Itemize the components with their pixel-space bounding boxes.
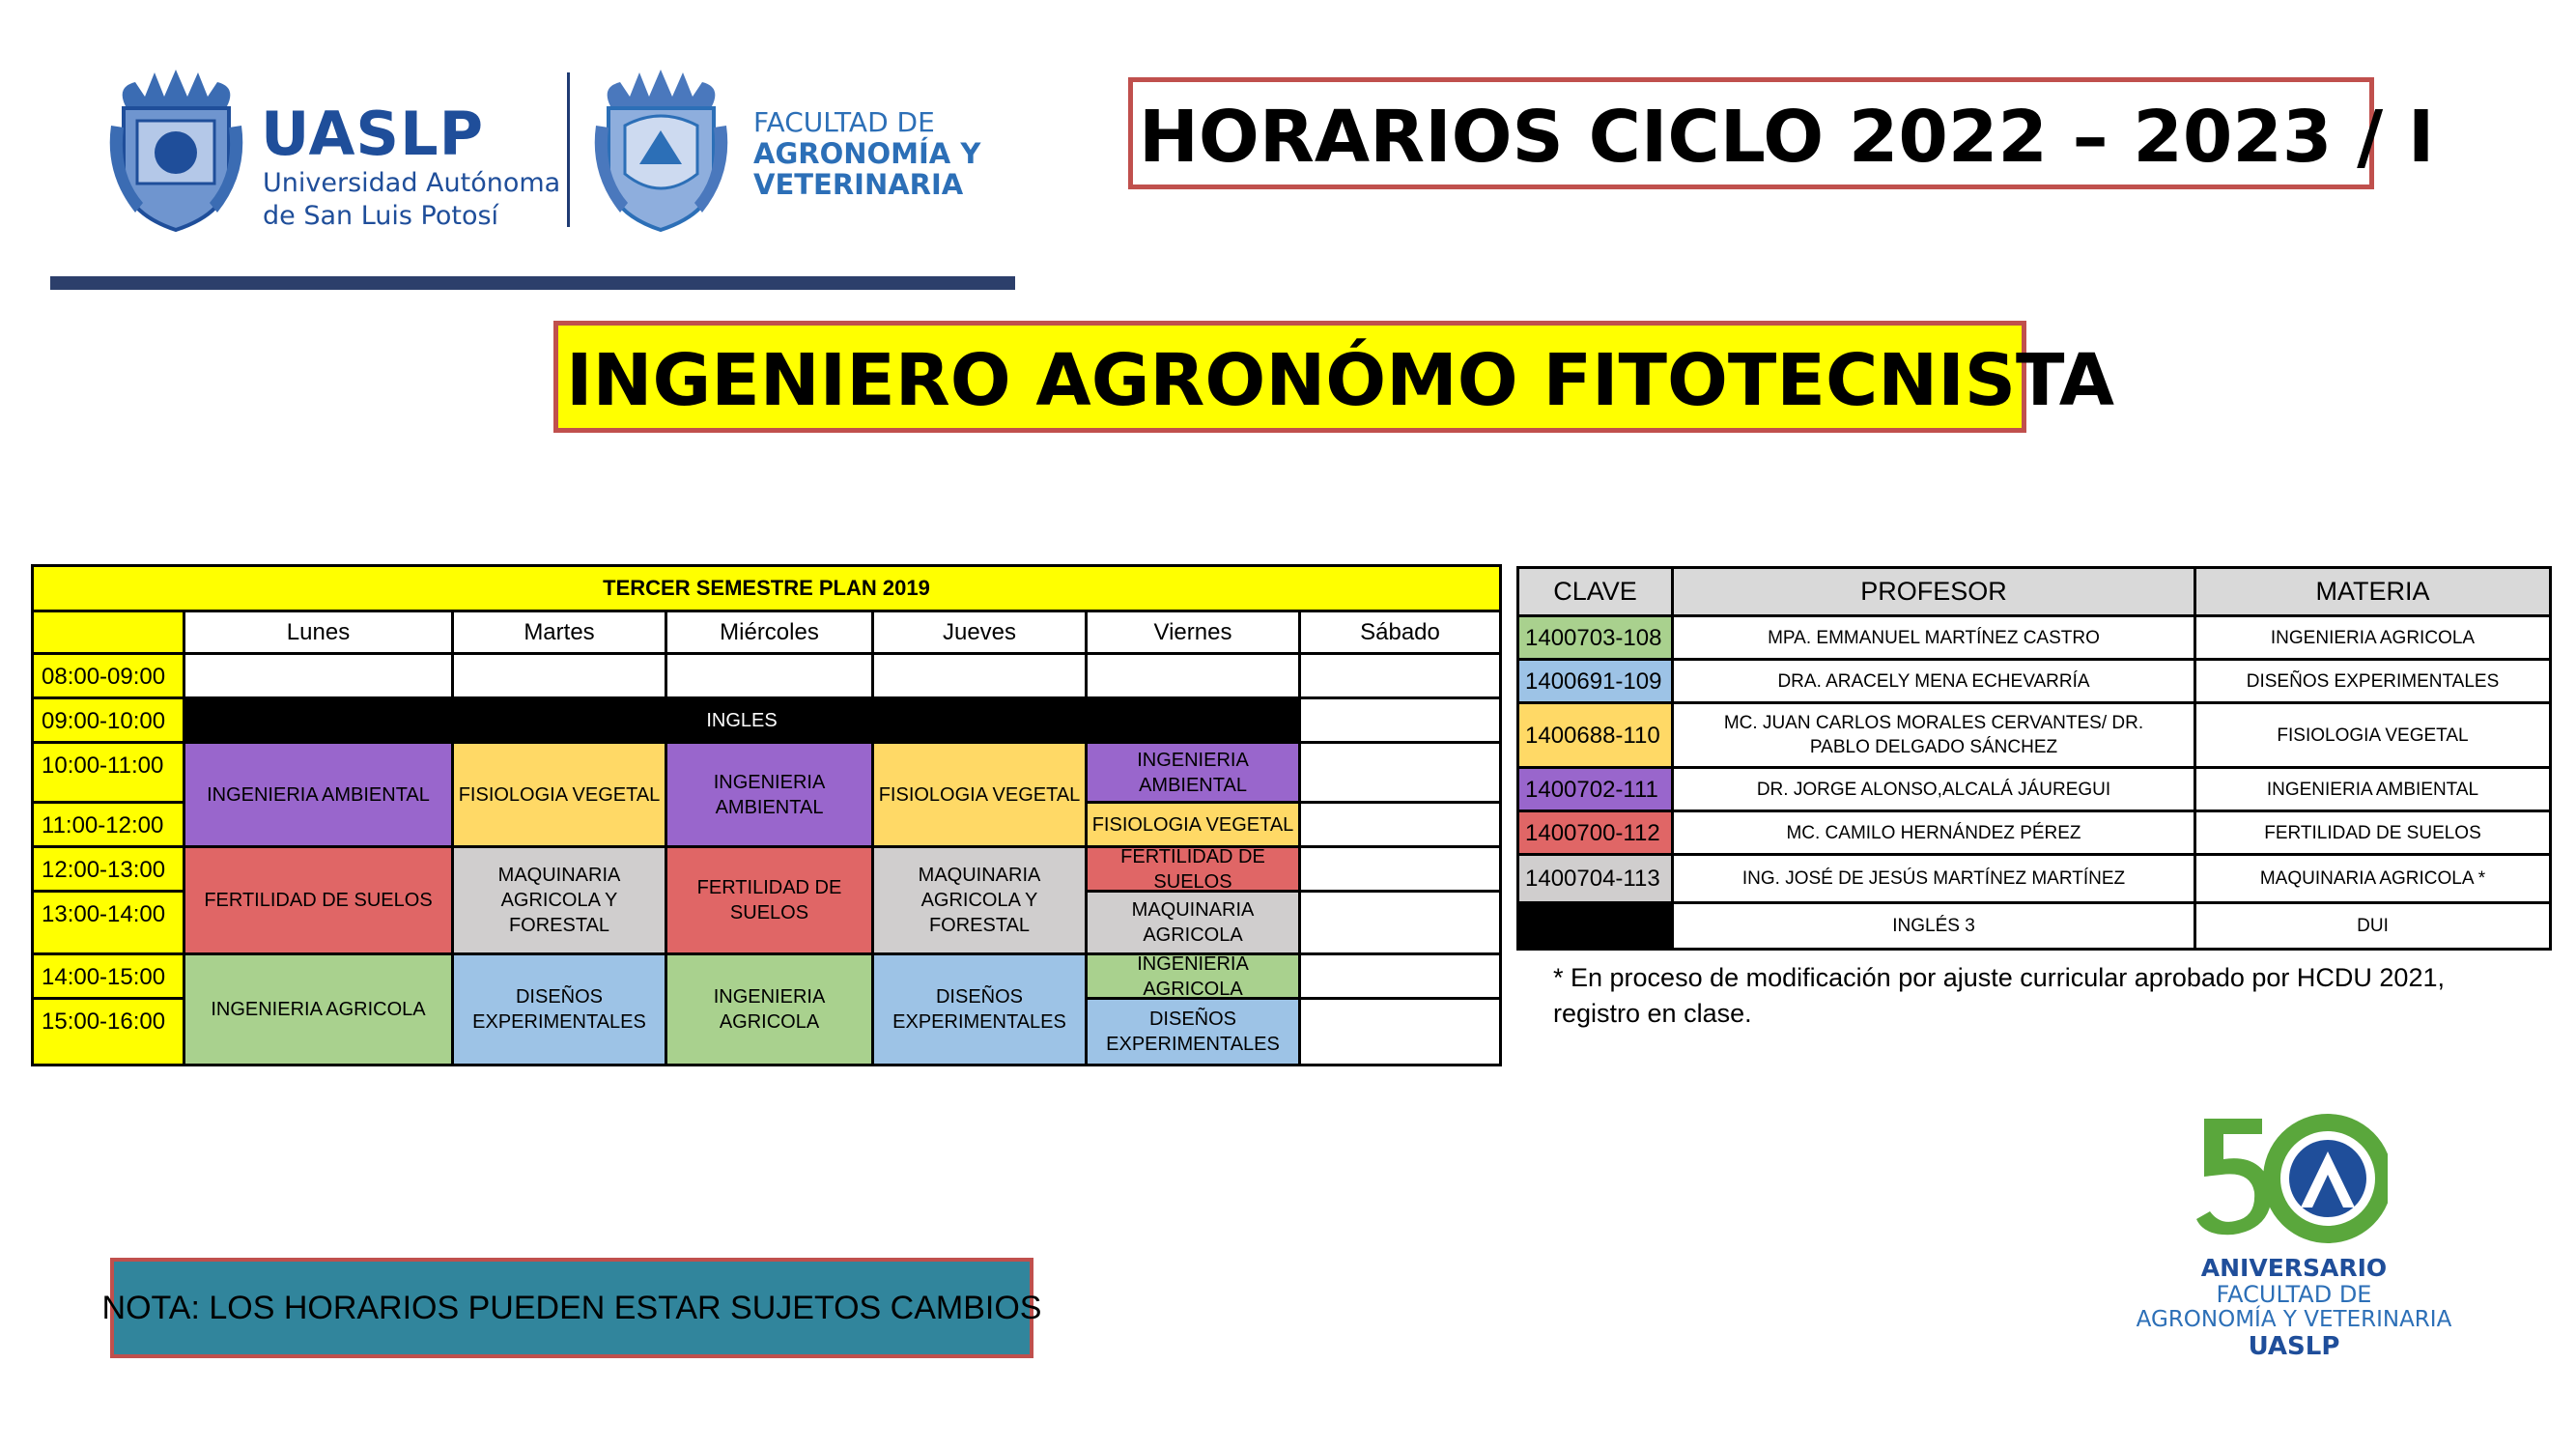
- class-block: FERTILIDAD DE SUELOS: [667, 848, 871, 952]
- professor-cell: MPA. EMMANUEL MARTÍNEZ CASTRO: [1674, 617, 2194, 658]
- code-cell: 1400702-111: [1519, 769, 1671, 810]
- schedule-note: NOTA: LOS HORARIOS PUEDEN ESTAR SUJETOS CAMBIOS: [101, 1289, 1042, 1326]
- schedule-title: TERCER SEMESTRE PLAN 2019: [34, 567, 1499, 610]
- time-slot: 09:00-10:00: [34, 699, 183, 741]
- column-header: PROFESOR: [1674, 569, 2194, 614]
- uaslp-shield-icon: [106, 68, 246, 232]
- empty-slot: [1301, 848, 1499, 890]
- class-block: FISIOLOGIA VEGETAL: [874, 744, 1085, 845]
- class-block: DISEÑOS EXPERIMENTALES: [1088, 1000, 1298, 1064]
- day-header: Miércoles: [667, 612, 871, 652]
- anniversary-line2: FACULTAD DE: [2216, 1281, 2372, 1308]
- empty-slot: [1301, 1000, 1499, 1064]
- day-header: Lunes: [185, 612, 451, 652]
- code-cell: 1400704-113: [1519, 856, 1671, 901]
- career-title: INGENIERO AGRONÓMO FITOTECNISTA: [566, 339, 2115, 422]
- empty-slot: [454, 655, 665, 696]
- class-block: INGENIERIA AGRICOLA: [667, 955, 871, 1064]
- ingles-block: INGLES: [185, 699, 1298, 741]
- anniversary-line4: UASLP: [2248, 1332, 2340, 1361]
- university-name-line2: de San Luis Potosí: [263, 201, 499, 231]
- code-cell: [1519, 904, 1671, 948]
- class-block: INGENIERIA AMBIENTAL: [185, 744, 451, 845]
- faculty-shield-icon: [591, 68, 731, 232]
- time-slot: 11:00-12:00: [34, 804, 183, 845]
- professor-cell: INGLÉS 3: [1674, 904, 2194, 948]
- cycle-title-box: [1128, 77, 2435, 189]
- class-block: DISEÑOS EXPERIMENTALES: [454, 955, 665, 1064]
- class-block: MAQUINARIA AGRICOLA: [1088, 893, 1298, 952]
- fifty-anniversary-icon: [2194, 1111, 2388, 1246]
- class-block: FERTILIDAD DE SUELOS: [185, 848, 451, 952]
- empty-slot: [1301, 804, 1499, 845]
- day-header: Jueves: [874, 612, 1085, 652]
- faculty-name-line2: AGRONOMÍA Y: [753, 137, 981, 170]
- subject-cell: DUI: [2196, 904, 2549, 948]
- subject-cell: MAQUINARIA AGRICOLA *: [2196, 856, 2549, 901]
- class-block: FISIOLOGIA VEGETAL: [1088, 804, 1298, 845]
- university-name-line1: Universidad Autónoma: [263, 168, 561, 198]
- time-slot: 15:00-16:00: [34, 1000, 183, 1064]
- career-title-box: [553, 321, 2115, 433]
- day-header: Sábado: [1301, 612, 1499, 652]
- header-rule: [50, 276, 1015, 290]
- schedule-note-box: [101, 1258, 1042, 1358]
- anniversary-line3: AGRONOMÍA Y VETERINARIA: [2136, 1307, 2452, 1332]
- professor-cell: MC. JUAN CARLOS MORALES CERVANTES/ DR. PABLO DELGADO SÁNCHEZ: [1674, 704, 2194, 766]
- schedule-table: [31, 564, 1502, 1066]
- column-header: CLAVE: [1519, 569, 1671, 614]
- class-block: FERTILIDAD DE SUELOS: [1088, 848, 1298, 890]
- empty-slot: [1301, 955, 1499, 997]
- uaslp-logo: [106, 68, 561, 232]
- time-slot: 10:00-11:00: [34, 744, 183, 801]
- time-slot: 08:00-09:00: [34, 655, 183, 696]
- class-block: MAQUINARIA AGRICOLA Y FORESTAL: [454, 848, 665, 952]
- class-block: MAQUINARIA AGRICOLA Y FORESTAL: [874, 848, 1085, 952]
- anniversary-logo: [2115, 1111, 2473, 1372]
- class-block: INGENIERIA AMBIENTAL: [667, 744, 871, 845]
- day-header: Martes: [454, 612, 665, 652]
- professor-cell: MC. CAMILO HERNÁNDEZ PÉREZ: [1674, 812, 2194, 853]
- empty-slot: [874, 655, 1085, 696]
- code-cell: 1400691-109: [1519, 661, 1671, 701]
- class-block: INGENIERIA AMBIENTAL: [1088, 744, 1298, 801]
- code-cell: 1400703-108: [1519, 617, 1671, 658]
- logo-divider: [567, 72, 570, 227]
- time-slot: 14:00-15:00: [34, 955, 183, 997]
- empty-slot: [1301, 699, 1499, 741]
- code-cell: 1400688-110: [1519, 704, 1671, 766]
- time-slot: 12:00-13:00: [34, 848, 183, 890]
- empty-slot: [667, 655, 871, 696]
- class-block: FISIOLOGIA VEGETAL: [454, 744, 665, 845]
- class-block: INGENIERIA AGRICOLA: [185, 955, 451, 1064]
- professor-cell: ING. JOSÉ DE JESÚS MARTÍNEZ MARTÍNEZ: [1674, 856, 2194, 901]
- day-header: Viernes: [1088, 612, 1298, 652]
- anniversary-line1: ANIVERSARIO: [2200, 1254, 2388, 1282]
- faculty-logo: [591, 68, 997, 232]
- empty-slot: [1301, 655, 1499, 696]
- empty-slot: [1301, 744, 1499, 801]
- subject-cell: INGENIERIA AMBIENTAL: [2196, 769, 2549, 810]
- professor-cell: DR. JORGE ALONSO,ALCALÁ JÁUREGUI: [1674, 769, 2194, 810]
- cycle-title: HORARIOS CICLO 2022 – 2023 / I: [1139, 96, 2435, 179]
- empty-slot: [1301, 893, 1499, 952]
- time-slot: 13:00-14:00: [34, 893, 183, 952]
- column-header: MATERIA: [2196, 569, 2549, 614]
- uaslp-brand: UASLP: [261, 99, 485, 169]
- code-cell: 1400700-112: [1519, 812, 1671, 853]
- subject-cell: FISIOLOGIA VEGETAL: [2196, 704, 2549, 766]
- subject-cell: FERTILIDAD DE SUELOS: [2196, 812, 2549, 853]
- faculty-name-line3: VETERINARIA: [753, 168, 964, 201]
- footnote: * En proceso de modificación por ajuste curricular aprobado por HCDU 2021, registro en clase.: [1553, 963, 2445, 1028]
- professor-cell: DRA. ARACELY MENA ECHEVARRÍA: [1674, 661, 2194, 701]
- empty-slot: [185, 655, 451, 696]
- class-block: INGENIERIA AGRICOLA: [1088, 955, 1298, 997]
- subject-cell: DISEÑOS EXPERIMENTALES: [2196, 661, 2549, 701]
- empty-slot: [1088, 655, 1298, 696]
- subject-cell: INGENIERIA AGRICOLA: [2196, 617, 2549, 658]
- class-block: DISEÑOS EXPERIMENTALES: [874, 955, 1085, 1064]
- professors-table: [1516, 566, 2552, 951]
- corner-cell: [34, 612, 183, 652]
- faculty-name-line1: FACULTAD DE: [753, 106, 935, 138]
